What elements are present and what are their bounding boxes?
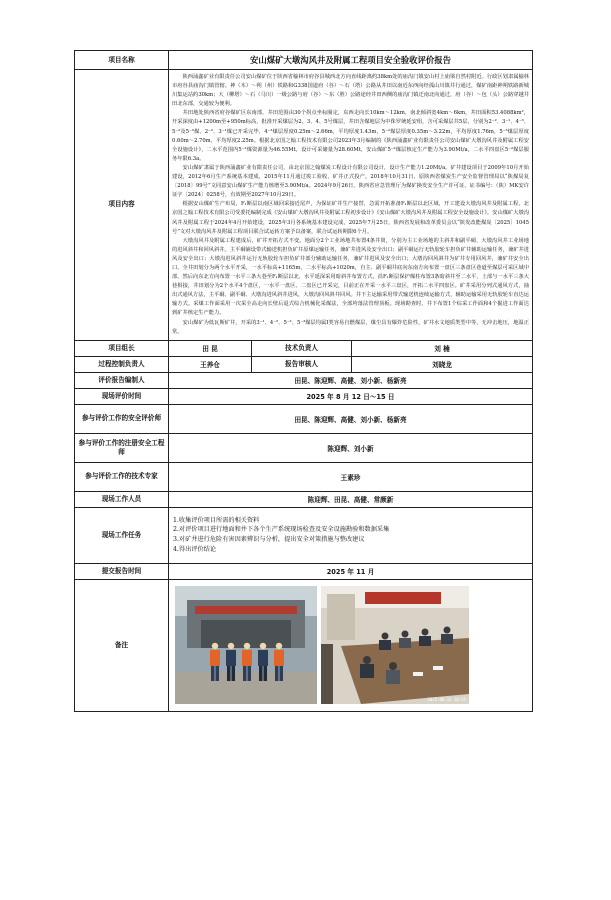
task-item: 2.对评价项目进行地面和井下各个生产系统现场检查及安全设施勘验和数据采集 <box>173 526 390 534</box>
row-remarks <box>75 579 533 711</box>
registered-engineers-label: 参与评价工作的注册安全工程师 <box>75 433 169 462</box>
time-label: 现场评价时间 <box>75 388 169 404</box>
photo-timestamp: 2025-08-12 10:35 <box>427 697 466 703</box>
meeting-photo <box>321 586 469 704</box>
project-name-label: 项目名称 <box>75 51 169 70</box>
row-tasks <box>75 507 533 563</box>
task-item: 1.收集评价项目所需的相关资料 <box>173 516 260 524</box>
content-paragraph: 井田地处陕西省府谷煤矿区东南部，井田范围由30个拐点坐标圈定，东西走向长10km～12km，南北倾斜宽4km～6km，井田面积53.4088km²，开采深度由+1200m至+950m标高，批准开采煤层为2、3、4、5号煤层，井田含煤地层为中侏罗统延安组，含可采煤层共5层，分别为2⁻²、3⁻¹、4⁻³、5⁻²及5⁻³煤，2⁻²、3⁻¹煤已开采完毕，4⁻³煤层厚度0.25m～2.66m，平均厚度1.43m，5⁻²煤层厚度0.35m～3.22m，平均厚度1.76m，5⁻³煤层厚度0.60m～2.70m，平均厚度2.25m。根据北京国之翰工程技术有限公司2023年3月编制的《陕西涌鑫矿业有限责任公司安山煤矿大墩沟风井及附属工程安全设施设计》，二水平范围内5⁻²煤资源量为46.55Mt，设计可采储量为28.60Mt，安山煤矿5⁻²煤层核定生产能力为3.90Mt/a，二水平四盘区5⁻²煤层服务年限6.3a。 <box>172 110 529 162</box>
experts: 王素珍 <box>169 462 533 491</box>
safety-engineers-label: 参与评价工作的安全评价师 <box>75 404 169 433</box>
tasks <box>169 507 533 563</box>
row-writers <box>75 372 533 388</box>
site-staff: 陈迎辉、田昆、高健、常颜新 <box>169 491 533 507</box>
task-item: 4.得出评价结论 <box>173 546 217 554</box>
audit: 刘晓龙 <box>352 356 533 372</box>
submit-label: 提交报告时间 <box>75 563 169 579</box>
content-paragraph: 根据安山煤矿生产布局，F₁断层以南区域回采接近尾声，为保证矿井生产接替，急需开拓准备F₁断层以北区域，开工建设大墩沟风井及附属工程，北京国之翰工程技术有限公司受委托编制完成《安山煤矿大墩沟风井及附属工程初步设计》《安山煤矿大墩沟风井及附属工程安全设施设计》。安山煤矿大墩沟风井及附属工程于2024年4月开始建设，2025年3月各系统基本建设完成，2025年7月25日，陕西省发展和改革委员会以“陕发改能煤炭〔2025〕1045号”文对大墩沟风井及附属工程项目联合试运转方案予以备案，联合试运转期限6个月。 <box>172 201 529 235</box>
evaluation-info-table <box>74 50 533 712</box>
row-site-staff <box>75 491 533 507</box>
submit: 2025 年 11 月 <box>169 563 533 579</box>
audit-label: 报告审核人 <box>252 356 352 372</box>
tech-lead-label: 技术负责人 <box>252 340 352 356</box>
content-paragraph: 陕西涌鑫矿业有限责任公司安山煤矿位于陕西省榆林市府谷县城西北方向直线距离约38km处的庙沟门镇安山村上庙梁自然村附近。行政区划隶属榆林市府谷县庙沟门镇管辖。神（木）～朔（州）铁路和G338国道府（谷）～石（塔）公路从井田以南近东西向经孤山川镇井行通过，煤矿南距神朔铁路新城川集运站约30km；大（柳塔）～石（马川）一级公路与府（谷）～东（胜）公路途经井田西侧的庙沟门镇迁南北向通过，府（谷）～包（头）公路穿越井田北东部，交通较为便利。 <box>172 74 529 108</box>
safety-engineers: 田昆、陈迎辉、高健、刘小新、杨新亮 <box>169 404 533 433</box>
content-label: 项目内容 <box>75 70 169 341</box>
project-name: 安山煤矿大墩沟风井及附属工程项目安全验收评价报告 <box>169 51 533 70</box>
content-paragraph: 大墩沟风井及附属工程建成后，矿井开拓方式不变。地面分2个工业场地共布置4条井筒，分别为主工业场地的主斜井和副平硐、大墩沟风井工业场地的进风斜井和回风斜井。主平硐铺设带式输送机担负矿井原煤运输任务，兼矿井进风及安全出口；副平硐运行无轨胶轮车担负矿井辅助运输任务，兼矿井进风及安全出口；大墩沟进风斜井运行无轨胶轮车担负矿井部分辅助运输任务，兼矿井进风及安全出口；大墩沟回风斜井为矿井专用回风井，兼矿井安全出口。全井田划分为两个水平开采，一水平标高+1165m，二水平标高+1020m，自主、副平硐井底向东南方向布置一盘区三条盘区巷道至煤层可采区域中部，然后向东北方向布置一水平三条大巷至F₁断层以北，水平延深采用暗斜井布置方式，沿F₁断层保护煤柱布置3条暗斜井至二水平，上部与一水平三条大巷相接，井田划分为2个水平4个盘区，一水平一盘区、二盘区已开采完，目前正在开采一水平三盘区，开拓二水平四盘区。矿井采用分列式通风方式，抽出式通风方法，主平硐、副平硐、大墩沟进风斜井进风，大墩沟回风斜井回风。井下主运输采用带式输送机连续运输方式，辅助运输采用无轨胶轮车直达运输方式。采煤工作面采用一次采全高走向长壁后退式综合机械化采煤法，全部垮落法管理顶板。现场勘查时，井下布置1个综采工作面和4个掘进工作面达到矿井核定生产能力。 <box>172 237 529 317</box>
task-item: 3.对矿井进行危险有害因素辨识与分析，提出安全对策措施与整改建议 <box>173 536 365 544</box>
experts-label: 参与评价工作的技术专家 <box>75 462 169 491</box>
row-safety-engineers <box>75 404 533 433</box>
process-control: 王养仓 <box>169 356 252 372</box>
row-team <box>75 340 533 356</box>
registered-engineers: 陈迎辉、刘小新 <box>169 433 533 462</box>
writers: 田昆、陈迎辉、高健、刘小新、杨新亮 <box>169 372 533 388</box>
team-leader-label: 项目组长 <box>75 340 169 356</box>
row-registered-engineers <box>75 433 533 462</box>
remarks-cell <box>169 579 533 711</box>
row-project-content <box>75 70 533 341</box>
content-paragraph: 安山煤矿为低瓦斯矿井，开采的3⁻¹、4⁻³、5⁻²、5⁻³煤层均属Ⅰ类容易自燃煤层，煤尘具有爆炸危险性，矿井水文地质类型中等，无冲击地压，地温正常。 <box>172 319 529 335</box>
content-paragraph: 安山煤矿隶属于陕西涌鑫矿业有限责任公司，由北京国之翰煤炭工程设计有限公司设计，设计生产能力1.20Mt/a。矿井建设项目于2009年10月开始建设，2012年6月生产系统基本建成，2015年11月通过竣工验收，矿井正式投产。2018年10月31日，原陕西省煤炭生产安全监督管理局以“陕煤局复〔2018〕99号”文同意安山煤矿生产能力核增至3.90Mt/a。2024年9月26日，陕西省应急管理厅为煤矿换发安全生产许可证，证书编号：（陕）MK安许证字〔2024〕0258号，有效期至2027年10月29日。 <box>172 164 529 199</box>
tech-lead: 刘 楠 <box>352 340 533 356</box>
group-photo <box>175 586 317 704</box>
photo-strip <box>169 580 532 710</box>
row-control <box>75 356 533 372</box>
row-time <box>75 388 533 404</box>
writers-label: 评价报告编制人 <box>75 372 169 388</box>
tasks-label: 现场工作任务 <box>75 507 169 563</box>
row-experts <box>75 462 533 491</box>
time: 2025 年 8 月 12 日～15 日 <box>169 388 533 404</box>
row-submit <box>75 563 533 579</box>
row-project-name <box>75 51 533 70</box>
remarks-label: 备注 <box>75 579 169 711</box>
site-staff-label: 现场工作人员 <box>75 491 169 507</box>
content-text <box>169 70 533 341</box>
process-control-label: 过程控制负责人 <box>75 356 169 372</box>
team-leader: 田 昆 <box>169 340 252 356</box>
